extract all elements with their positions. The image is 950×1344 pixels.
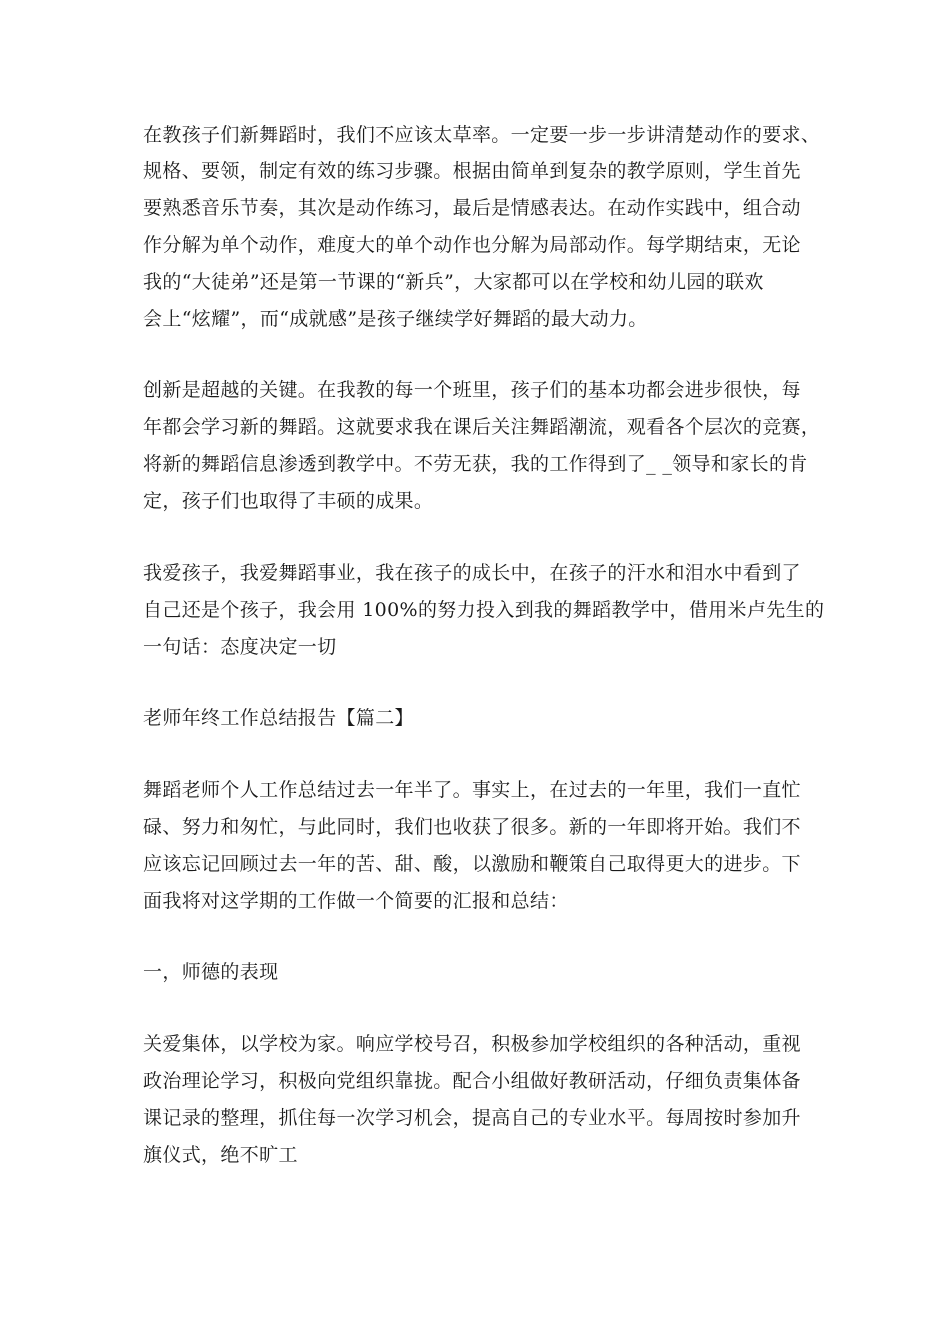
- paragraph-4-line-4: 面我将对这学期的工作做一个简要的汇报和总结：: [143, 890, 569, 912]
- paragraph-5-line-3: 课记录的整理，抓住每一次学习机会，提高自己的专业水平。每周按时参加升: [143, 1107, 801, 1129]
- paragraph-1-line-1: 在教孩子们新舞蹈时，我们不应该太草率。一定要一步一步讲清楚动作的要求、: [143, 124, 821, 146]
- subsection-heading-teacher-ethics: 一，师德的表现: [143, 961, 279, 983]
- paragraph-3-line-3: 一句话：态度决定一切: [143, 636, 337, 658]
- paragraph-1-line-2: 规格、要领，制定有效的练习步骤。根据由简单到复杂的教学原则，学生首先: [143, 160, 801, 182]
- paragraph-5-line-2: 政治理论学习，积极向党组织靠拢。配合小组做好教研活动，仔细负责集体备: [143, 1070, 801, 1092]
- paragraph-2-line-4: 定，孩子们也取得了丰硕的成果。: [143, 490, 434, 512]
- section-heading-part-two: 老师年终工作总结报告【篇二】: [143, 707, 414, 729]
- paragraph-2-line-1: 创新是超越的关键。在我教的每一个班里，孩子们的基本功都会进步很快，每: [143, 379, 801, 401]
- paragraph-2-line-3: 将新的舞蹈信息渗透到教学中。不劳无获，我的工作得到了_ _领导和家长的肯: [143, 453, 808, 475]
- paragraph-3-line-1: 我爱孩子，我爱舞蹈事业，我在孩子的成长中，在孩子的汗水和泪水中看到了: [143, 562, 801, 584]
- paragraph-1-line-5: 我的“大徒弟”还是第一节课的“新兵”，大家都可以在学校和幼儿园的联欢: [143, 271, 764, 293]
- paragraph-4-line-1: 舞蹈老师个人工作总结过去一年半了。事实上，在过去的一年里，我们一直忙: [143, 779, 801, 801]
- paragraph-2-line-2: 年都会学习新的舞蹈。这就要求我在课后关注舞蹈潮流，观看各个层次的竞赛，: [143, 416, 821, 438]
- paragraph-1-line-3: 要熟悉音乐节奏，其次是动作练习，最后是情感表达。在动作实践中，组合动: [143, 197, 801, 219]
- paragraph-4-line-2: 碌、努力和匆忙，与此同时，我们也收获了很多。新的一年即将开始。我们不: [143, 816, 801, 838]
- paragraph-5-line-1: 关爱集体，以学校为家。响应学校号召，积极参加学校组织的各种活动，重视: [143, 1033, 801, 1055]
- paragraph-4-line-3: 应该忘记回顾过去一年的苦、甜、酸，以激励和鞭策自己取得更大的进步。下: [143, 853, 801, 875]
- paragraph-1-line-4: 作分解为单个动作，难度大的单个动作也分解为局部动作。每学期结束，无论: [143, 234, 801, 256]
- paragraph-5-line-4: 旗仪式，绝不旷工: [143, 1144, 298, 1166]
- paragraph-1-line-6: 会上“炫耀”，而“成就感”是孩子继续学好舞蹈的最大动力。: [143, 308, 648, 330]
- paragraph-3-line-2: 自己还是个孩子，我会用 100%的努力投入到我的舞蹈教学中，借用米卢先生的: [143, 599, 825, 621]
